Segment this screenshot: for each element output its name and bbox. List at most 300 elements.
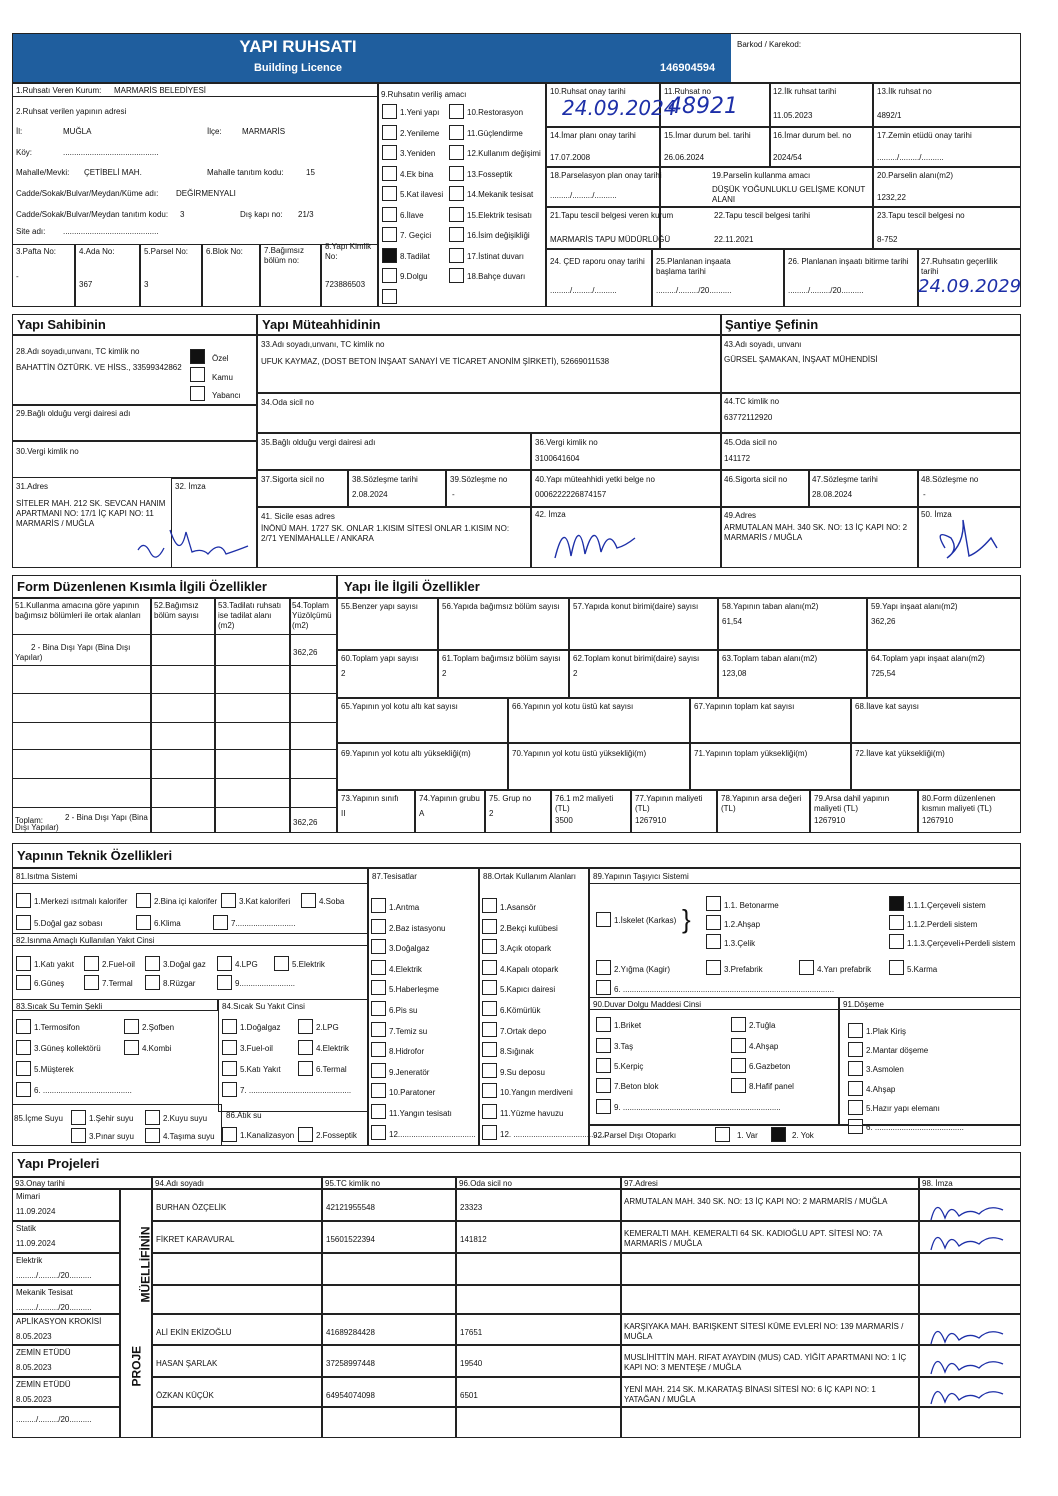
f91-item-4: 4.Ahşap	[866, 1084, 896, 1094]
f88-checkbox-8[interactable]	[482, 1042, 497, 1057]
proj-address: MUSLİHİTTİN MAH. RIFAT AYAYDIN (MUS) CAD. YİĞİT APARTMANI NO: 1 İÇ KAPI NO: 3 MENTEŞE / MUĞLA	[624, 1353, 907, 1372]
proj-oda: 23323	[460, 1203, 483, 1212]
f22-value: 22.11.2021	[714, 235, 754, 244]
f88-checkbox-2[interactable]	[482, 919, 497, 934]
proj-date: ........./........./20..........	[16, 1415, 92, 1424]
f84-checkbox-4[interactable]	[298, 1040, 313, 1055]
f86-checkbox-2[interactable]	[298, 1127, 313, 1142]
purpose-checkbox-12[interactable]	[449, 145, 464, 160]
f89-label: 89.Yapının Taşıyıcı Sistemi	[593, 872, 689, 881]
f74-label: 74.Yapının grubu	[419, 794, 480, 803]
f23-value: 8-752	[877, 235, 898, 244]
f91-checkbox-1[interactable]	[848, 1023, 863, 1038]
proj-h95: 95.TC kimlik no	[325, 1179, 381, 1188]
f83-item-3: 3.Güneş kollektörü	[34, 1044, 101, 1053]
purpose-label-9: 9.Dolgu	[400, 272, 428, 281]
f19-label: 19.Parselin kullanma amacı	[712, 171, 811, 180]
f83-checkbox-4[interactable]	[124, 1040, 139, 1055]
f88-checkbox-10[interactable]	[482, 1083, 497, 1098]
f82-checkbox-5[interactable]	[274, 956, 289, 971]
f17-label: 17.Zemin etüdü onay tarihi	[877, 131, 972, 140]
purpose-checkbox-5[interactable]	[382, 186, 397, 201]
f71-label: 71.Yapının toplam yüksekliği(m)	[694, 749, 808, 758]
f83-label: 83.Sıcak Su Temin Şekli	[16, 1002, 103, 1011]
f79-label: 79.Arsa dahil yapının maliyeti (TL)	[814, 794, 890, 813]
f91-checkbox-3[interactable]	[848, 1061, 863, 1076]
f80-label: 80.Form düzenlenen kısmın maliyeti (TL)	[922, 794, 996, 813]
owner-type-ozel-checkbox[interactable]	[190, 349, 205, 364]
cadde-code-value: 3	[180, 210, 185, 219]
f92-var-label: 1. Var	[737, 1131, 758, 1140]
f92-yok-checkbox[interactable]	[771, 1127, 786, 1142]
f90-checkbox-5[interactable]	[596, 1058, 611, 1073]
f79-value: 1267910	[814, 816, 846, 825]
door-no-label: Dış kapı no:	[240, 210, 283, 219]
proj-date: 8.05.2023	[16, 1395, 52, 1404]
purpose-checkbox-10[interactable]	[449, 104, 464, 119]
f47-value: 28.08.2024	[812, 490, 853, 499]
f84-label: 84.Sıcak Su Yakıt Cinsi	[222, 1002, 305, 1011]
door-no-value: 21/3	[298, 210, 314, 219]
contr-r34	[257, 393, 721, 433]
purpose-label-15: 15.Elektrik tesisatı	[467, 210, 532, 220]
f81-item-5: 5.Doğal gaz sobası	[34, 919, 103, 928]
f21-value: MARMARİS TAPU MÜDÜRLÜĞÜ	[550, 235, 671, 244]
owner-signature	[130, 510, 255, 565]
f81-checkbox-4[interactable]	[301, 893, 316, 908]
f88-checkbox-12[interactable]	[482, 1125, 497, 1140]
f88-checkbox-1[interactable]	[482, 898, 497, 913]
f82-item-2: 2.Fuel-oil	[102, 960, 135, 969]
f84-checkbox-1[interactable]	[222, 1019, 237, 1034]
purpose-label: 9.Ruhsatın veriliş amacı	[381, 90, 467, 99]
f87-checkbox-4[interactable]	[371, 960, 386, 975]
f61-label: 61.Toplam bağımsız bölüm sayısı	[442, 654, 561, 663]
f89-other-checkbox-4[interactable]	[799, 960, 814, 975]
f89-sub-checkbox-1[interactable]	[706, 896, 721, 911]
proj-tc: 64954074098	[326, 1391, 375, 1400]
f89-other-checkbox-6[interactable]	[596, 980, 611, 995]
f44-label: 44.TC kimlik no	[724, 397, 780, 406]
form-total-name: 2 - Bina Dışı Yapı (Bina Dışı Yapılar)	[15, 813, 148, 832]
f87-checkbox-11[interactable]	[371, 1104, 386, 1119]
f83-item-6: 6. ........................................	[34, 1086, 132, 1095]
f87-item-12: 12...................................	[389, 1129, 476, 1139]
f35-label: 35.Bağlı olduğu vergi dairesi adı	[261, 438, 376, 447]
f84-checkbox-7[interactable]	[222, 1082, 237, 1097]
project-signature-4	[923, 1346, 1013, 1380]
f5-label: 5.Parsel No:	[144, 247, 189, 256]
f37-label: 37.Sigorta sicil no	[261, 475, 325, 484]
f82-checkbox-9[interactable]	[217, 975, 232, 990]
f87-checkbox-10[interactable]	[371, 1083, 386, 1098]
f82-checkbox-8[interactable]	[145, 975, 160, 990]
f41-label: 41. Sicile esas adres	[261, 512, 335, 521]
f59-value: 362,26	[871, 617, 896, 626]
f42-label: 42. İmza	[535, 510, 566, 519]
handwritten-license-no: 48921	[668, 94, 738, 119]
f12-label: 12.İlk ruhsat tarihi	[773, 87, 837, 96]
f87-checkbox-1[interactable]	[371, 898, 386, 913]
f39-value: -	[452, 490, 455, 499]
f87-checkbox-2[interactable]	[371, 919, 386, 934]
f1-label: 1.Ruhsatı Veren Kurum:	[16, 86, 102, 95]
f48-value: -	[923, 490, 926, 499]
f62-label: 62.Toplam konut birimi(daire) sayısı	[573, 654, 700, 663]
form-total-label: Toplam:	[15, 816, 44, 825]
f90-checkbox-4[interactable]	[731, 1038, 746, 1053]
f12-value: 11.05.2023	[773, 111, 813, 120]
f81-item-7: 7...........................	[231, 919, 296, 928]
f63-value: 123,08	[722, 669, 747, 678]
f16-label: 16.İmar durum bel. no	[773, 131, 852, 140]
purpose-checkbox-1[interactable]	[382, 104, 397, 119]
owner-type-ozel-label: Özel	[212, 354, 229, 363]
f85-checkbox-3[interactable]	[71, 1128, 86, 1143]
f90-checkbox-7[interactable]	[596, 1078, 611, 1093]
f87-checkbox-12[interactable]	[371, 1125, 386, 1140]
f18-label: 18.Parselasyon plan onay tarihi	[550, 171, 662, 180]
f36-value: 3100641604	[535, 454, 580, 463]
f89-iskelet-checkbox[interactable]	[596, 912, 611, 927]
f89-sub2-2: 1.1.2.Perdeli sistem	[907, 920, 978, 929]
purpose-checkbox-16[interactable]	[449, 227, 464, 242]
f89-other-5: 5.Karma	[907, 965, 938, 974]
purpose-label-2: 2.Yenileme	[400, 128, 440, 138]
proj-date: 8.05.2023	[16, 1363, 52, 1372]
proj-oda: 6501	[460, 1391, 478, 1400]
purpose-label-11: 11.Güçlendirme	[467, 128, 523, 138]
f6-label: 6.Blok No:	[206, 247, 243, 256]
f82-checkbox-3[interactable]	[145, 956, 160, 971]
purpose-label-10: 10.Restorasyon	[467, 108, 524, 117]
purpose-checkbox-extra[interactable]	[382, 289, 397, 304]
f84-checkbox-2[interactable]	[298, 1019, 313, 1034]
purpose-checkbox-17[interactable]	[449, 248, 464, 263]
proj-type: ZEMİN ETÜDÜ	[16, 1380, 71, 1389]
f36-label: 36.Vergi kimlik no	[535, 438, 598, 447]
f23-label: 23.Tapu tescil belgesi no	[877, 211, 965, 220]
f89-other-6: 6. ...............................................................................................	[614, 985, 835, 994]
form-row1-area: 362,26	[293, 648, 318, 657]
mahalle-code-value: 15	[306, 168, 315, 177]
f90-item-5: 5.Kerpiç	[614, 1062, 644, 1071]
f88-item-9: 9.Su deposu	[500, 1067, 545, 1077]
f82-checkbox-4[interactable]	[217, 956, 232, 971]
f84-item-3: 3.Fuel-oil	[240, 1044, 273, 1053]
f89-sub2-checkbox-2[interactable]	[889, 915, 904, 930]
f89-other-3: 3.Prefabrik	[724, 965, 763, 974]
purpose-label-5: 5.Kat ilavesi	[400, 190, 444, 199]
f22-label: 22.Tapu tescil belgesi tarihi	[714, 211, 811, 220]
f24-label: 24. ÇED raporu onay tarihi	[550, 257, 645, 266]
f83-item-2: 2.Şofben	[142, 1023, 175, 1032]
f88-checkbox-11[interactable]	[482, 1104, 497, 1119]
f82-checkbox-6[interactable]	[16, 975, 31, 990]
owner-type-kamu-checkbox[interactable]	[190, 367, 205, 382]
f74-value: A	[419, 809, 425, 818]
purpose-label-17: 17.İstinat duvarı	[467, 251, 524, 261]
f81-checkbox-5[interactable]	[16, 915, 31, 930]
proj-head-cell	[621, 1177, 919, 1189]
f88-item-10: 10.Yangın merdiveni	[500, 1088, 573, 1098]
f77-label: 77.Yapının maliyeti (TL)	[635, 794, 703, 813]
owner-type-kamu-label: Kamu	[212, 373, 233, 382]
purpose-checkbox-11[interactable]	[449, 125, 464, 140]
f89-sub-checkbox-3[interactable]	[706, 934, 721, 949]
f88-checkbox-9[interactable]	[482, 1063, 497, 1078]
f87-checkbox-9[interactable]	[371, 1063, 386, 1078]
f89-sub-1: 1.1. Betonarme	[724, 901, 779, 910]
proj-cell	[621, 1407, 919, 1438]
proj-h97: 97.Adresi	[624, 1179, 658, 1188]
f82-checkbox-7[interactable]	[84, 975, 99, 990]
f27-label: 27.Ruhsatın geçerlilik tarihi	[921, 257, 998, 276]
f88-item-8: 8.Sığınak	[500, 1047, 534, 1057]
purpose-checkbox-13[interactable]	[449, 166, 464, 181]
f81-checkbox-7[interactable]	[213, 915, 228, 930]
purpose-label-7: 7. Geçici	[400, 231, 432, 240]
f85-checkbox-2[interactable]	[145, 1110, 160, 1125]
form-section-title: Form Düzenlenen Kısımla İlgili Özellikler	[17, 579, 267, 594]
f87-item-11: 11.Yangın tesisatı	[389, 1109, 452, 1118]
f90-checkbox-1[interactable]	[596, 1017, 611, 1032]
form-row-a	[12, 665, 337, 694]
f89-sub2-checkbox-3[interactable]	[889, 934, 904, 949]
f67-label: 67.Yapının toplam kat sayısı	[694, 702, 795, 711]
purpose-checkbox-9[interactable]	[382, 268, 397, 283]
f73-value: II	[341, 809, 346, 818]
f91-checkbox-4[interactable]	[848, 1081, 863, 1096]
koy-label: Köy:	[16, 148, 33, 157]
f64-label: 64.Toplam yapı inşaat alanı(m2)	[871, 654, 985, 663]
f91-label: 91.Döşeme	[843, 1000, 884, 1009]
f91-checkbox-2[interactable]	[848, 1042, 863, 1057]
f89-other-checkbox-3[interactable]	[706, 960, 721, 975]
f88-checkbox-3[interactable]	[482, 939, 497, 954]
f82-checkbox-1[interactable]	[16, 956, 31, 971]
f4-value: 367	[79, 280, 93, 289]
f81-item-2: 2.Bina içi kalorifer	[154, 897, 218, 906]
f57-label: 57.Yapıda konut birimi(daire) sayısı	[573, 602, 699, 611]
f39-label: 39.Sözleşme no	[450, 475, 508, 484]
f2-label: 2.Ruhsat verilen yapının adresi	[16, 107, 127, 116]
f90-item-9: 9. .......................................................................	[614, 1103, 781, 1112]
f87-checkbox-7[interactable]	[371, 1022, 386, 1037]
f89-sub-checkbox-2[interactable]	[706, 915, 721, 930]
f43-label: 43.Adı soyadı, unvanı	[724, 340, 802, 349]
f90-item-3: 3.Taş	[614, 1042, 634, 1051]
purpose-checkbox-8[interactable]	[382, 248, 397, 263]
form-row-b	[12, 722, 337, 750]
f13-value: 4892/1	[877, 111, 902, 120]
f87-checkbox-5[interactable]	[371, 980, 386, 995]
f86-item-1: 1.Kanalizasyon	[240, 1131, 295, 1140]
f82-item-8: 8.Rüzgar	[163, 979, 196, 988]
f8-value: 723886503	[325, 280, 366, 289]
f25-label: 25.Planlanan inşaata başlama tarihi	[656, 257, 731, 276]
f25-value: ........./........./20..........	[656, 286, 732, 295]
f84-checkbox-6[interactable]	[298, 1061, 313, 1076]
f81-checkbox-1[interactable]	[16, 893, 31, 908]
f90-checkbox-9[interactable]	[596, 1099, 611, 1114]
f90-item-7: 7.Beton blok	[614, 1082, 659, 1091]
f88-checkbox-7[interactable]	[482, 1022, 497, 1037]
purpose-label-12: 12.Kullanım değişimi	[467, 149, 541, 158]
f7-label: 7.Bağımsız bölüm no:	[264, 246, 305, 265]
f89-sub2-checkbox-1[interactable]	[889, 896, 904, 911]
f16-value: 2024/54	[773, 153, 802, 162]
proj-h93: 93.Onay tarihi	[15, 1179, 65, 1188]
f89-sub-3: 1.3.Çelik	[724, 939, 756, 948]
f88-item-1: 1.Asansör	[500, 903, 537, 912]
f63-label: 63.Toplam taban alanı(m2)	[722, 654, 818, 663]
f48-label: 48.Sözleşme no	[921, 475, 979, 484]
f14-value: 17.07.2008	[550, 153, 591, 162]
f83-checkbox-6[interactable]	[16, 1082, 31, 1097]
ilce-label: İlçe:	[207, 127, 222, 136]
f61-value: 2	[442, 669, 447, 678]
f17-value: ........./........./..........	[877, 153, 944, 162]
f82-item-4: 4.LPG	[235, 960, 258, 969]
proj-cell	[456, 1253, 621, 1285]
f90-checkbox-3[interactable]	[596, 1038, 611, 1053]
f52-label: 52.Bağımsız bölüm sayısı	[154, 601, 199, 620]
f91-item-5: 5.Hazır yapı elemanı	[866, 1103, 940, 1113]
site-label: Site adı:	[16, 227, 46, 236]
f20-label: 20.Parselin alanı(m2)	[877, 171, 954, 180]
f81-item-6: 6.Klima	[154, 919, 181, 928]
owner-type-yabanci-checkbox[interactable]	[190, 386, 205, 401]
purpose-label-6: 6.İlave	[400, 210, 424, 220]
f47-label: 47.Sözleşme tarihi	[812, 475, 878, 484]
proj-tc: 15601522394	[326, 1235, 375, 1244]
proj-name: ÖZKAN KÜÇÜK	[156, 1391, 214, 1400]
f84-checkbox-3[interactable]	[222, 1040, 237, 1055]
f90-checkbox-6[interactable]	[731, 1058, 746, 1073]
f82-item-7: 7.Termal	[102, 979, 133, 988]
f90-item-2: 2.Tuğla	[749, 1021, 776, 1030]
f76-label: 76.1 m2 maliyeti (TL)	[555, 794, 614, 813]
f65-label: 65.Yapının yol kotu altı kat sayısı	[341, 702, 458, 711]
f90-checkbox-2[interactable]	[731, 1017, 746, 1032]
ilce-value: MARMARİS	[242, 127, 286, 136]
purpose-label-4: 4.Ek bina	[400, 169, 434, 179]
f21-label: 21.Tapu tescil belgesi veren kurum	[550, 211, 674, 220]
f82-checkbox-2[interactable]	[84, 956, 99, 971]
f86-checkbox-1[interactable]	[222, 1127, 237, 1142]
f86-label: 86.Atık su	[226, 1111, 262, 1120]
f85-checkbox-1[interactable]	[71, 1110, 86, 1125]
f59-label: 59.Yapı inşaat alanı(m2)	[871, 602, 958, 611]
proj-vlabel-author: MÜELLİFİNİN	[138, 1226, 153, 1303]
f81-checkbox-2[interactable]	[136, 893, 151, 908]
purpose-checkbox-2[interactable]	[382, 125, 397, 140]
f87-checkbox-6[interactable]	[371, 1001, 386, 1016]
purpose-checkbox-18[interactable]	[449, 268, 464, 283]
f15-value: 26.06.2024	[664, 153, 705, 162]
purpose-checkbox-4[interactable]	[382, 166, 397, 181]
f82-item-1: 1.Katı yakıt	[34, 960, 75, 969]
proj-cell	[919, 1285, 1021, 1314]
f83-checkbox-1[interactable]	[16, 1019, 31, 1034]
f87-checkbox-3[interactable]	[371, 939, 386, 954]
f32-label: 32. İmza	[175, 482, 206, 491]
f26-value: ........./........./20..........	[788, 286, 864, 295]
proj-type: Mekanik Tesisat	[16, 1288, 73, 1297]
f91-item-1: 1.Plak Kiriş	[866, 1027, 907, 1036]
f85-label: 85.İçme Suyu	[14, 1114, 63, 1123]
proj-cell	[456, 1407, 621, 1438]
purpose-label-1: 1.Yeni yapı	[400, 108, 440, 117]
f87-checkbox-8[interactable]	[371, 1042, 386, 1057]
f84-checkbox-5[interactable]	[222, 1061, 237, 1076]
f90-checkbox-8[interactable]	[731, 1078, 746, 1093]
f85-item-3: 3.Pınar suyu	[89, 1132, 134, 1141]
f58-value: 61,54	[722, 617, 743, 626]
mahalle-code-label: Mahalle tanıtım kodu:	[207, 168, 284, 177]
f81-item-1: 1.Merkezi ısıtmalı kalorifer	[34, 897, 128, 906]
f49-label: 49.Adres	[724, 511, 757, 520]
f88-checkbox-4[interactable]	[482, 960, 497, 975]
f87-item-7: 7.Temiz su	[389, 1026, 428, 1036]
f49-value: ARMUTALAN MAH. 340 SK. NO: 13 İÇ KAPI NO: 2 MARMARİS / MUĞLA	[724, 523, 908, 542]
f15-label: 15.İmar durum bel. tarihi	[664, 131, 751, 140]
f33-label: 33.Adı soyadı,unvanı, TC kimlik no	[261, 340, 385, 349]
form-total-area: 362,26	[293, 818, 318, 827]
f3-value: -	[16, 272, 19, 281]
proj-address: YENİ MAH. 214 SK. M.KARATAŞ BİNASI SİTESİ NO: 6 İÇ KAPI NO: 1 YATAĞAN / MUĞLA	[624, 1385, 876, 1404]
proj-cell	[621, 1253, 919, 1285]
f84-item-4: 4.Elektrik	[316, 1044, 349, 1053]
handwritten-approval-date: 24.09.2024	[562, 96, 677, 120]
proj-address: KEMERALTI MAH. KEMERALTI 64 SK. KADIOĞLU APT. SİTESİ NO: 7A MARMARİS / MUĞLA	[624, 1229, 882, 1248]
f83-checkbox-2[interactable]	[124, 1019, 139, 1034]
purpose-label-8: 8.Tadilat	[400, 251, 430, 261]
purpose-checkbox-7[interactable]	[382, 227, 397, 242]
proj-type: Mimari	[16, 1192, 40, 1201]
purpose-checkbox-15[interactable]	[449, 207, 464, 222]
f50-label: 50. İmza	[921, 510, 952, 519]
f68-label: 68.İlave kat sayısı	[855, 702, 920, 711]
f24-value: ........./........./..........	[550, 286, 617, 295]
mahalle-value: ÇETİBELİ MAH.	[84, 168, 142, 177]
f88-checkbox-5[interactable]	[482, 980, 497, 995]
purpose-label-16: 16.İsim değişikliği	[467, 231, 530, 240]
f88-checkbox-6[interactable]	[482, 1001, 497, 1016]
f91-checkbox-5[interactable]	[848, 1100, 863, 1115]
f34-label: 34.Oda sicil no	[261, 398, 314, 407]
f3-label: 3.Pafta No:	[16, 247, 57, 256]
purpose-checkbox-3[interactable]	[382, 145, 397, 160]
f85-checkbox-4[interactable]	[145, 1128, 160, 1143]
project-signature-5	[923, 1376, 1013, 1410]
header-subtitle: Building Licence	[253, 62, 342, 74]
purpose-checkbox-14[interactable]	[449, 186, 464, 201]
proj-date: 8.05.2023	[16, 1332, 52, 1341]
f81-checkbox-6[interactable]	[136, 915, 151, 930]
project-signature-2	[923, 1222, 1013, 1256]
f83-checkbox-5[interactable]	[16, 1061, 31, 1076]
proj-name: BURHAN ÖZÇELİK	[156, 1203, 227, 1212]
f90-label: 90.Duvar Dolgu Maddesi Cinsi	[593, 1000, 702, 1009]
f81-checkbox-3[interactable]	[221, 893, 236, 908]
f83-checkbox-3[interactable]	[16, 1040, 31, 1055]
f89-other-checkbox-2[interactable]	[596, 960, 611, 975]
f89-other-checkbox-5[interactable]	[889, 960, 904, 975]
purpose-checkbox-6[interactable]	[382, 207, 397, 222]
f92-var-checkbox[interactable]	[715, 1127, 730, 1142]
